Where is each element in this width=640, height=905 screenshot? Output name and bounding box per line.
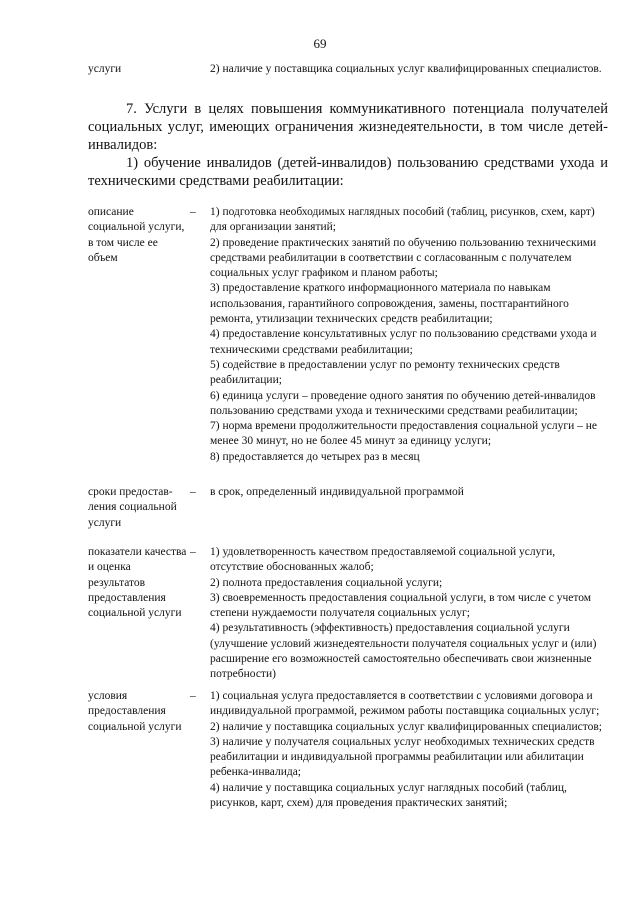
row-label: условия предоставления социальной услуги (88, 690, 182, 733)
list-item: 4) наличие у поставщика социальных услуг наглядных пособий (таблиц, рисунков, карт, схем) для проведения практических занятий; (210, 781, 567, 810)
list-item: 4) предоставление консультативных услуг по пользованию средствами ухода и техническими средствами реабилитации; (210, 328, 597, 356)
list-item: 2) проведение практических занятий по обучению пользованию техническими средствами реабилитации в соответствии с согласованным с получателем социальных услуг графиком и планом работы; (210, 236, 597, 280)
list-item: в срок, определенный индивидуальной программой (210, 486, 464, 498)
subsection-heading-text: 1) обучение инвалидов (детей-инвалидов) пользованию средствами ухода и техническими средствами реабилитации: (88, 155, 608, 189)
row-items (210, 689, 608, 811)
list-item: 3) предоставление краткого информационного материала по навыкам использования, гарантийного сопровождения, замены, постгарантийного ремонта, утилизации технических средств реабилитации; (210, 282, 569, 326)
row-dash: – (190, 486, 196, 498)
list-item: 2) наличие у поставщика социальных услуг квалифицированных специалистов; (210, 720, 602, 733)
list-item: 4) результативность (эффективность) предоставления социальной услуги (улучшение условий жизнедеятельности получателя социальных услуг и (или) расширение его возможностей самостоятельно обеспечивать свои жизненные потребности) (210, 622, 597, 681)
list-item: 3) наличие у получателя социальных услуг необходимых технических средств реабилитации и индивидуальной программы реабилитации или абилитации ребенка-инвалида; (210, 735, 595, 779)
list-item: 1) подготовка необходимых наглядных пособий (таблиц, рисунков, схем, карт) для организации занятий; (210, 206, 595, 234)
row-items (210, 485, 608, 500)
subsection-heading (88, 154, 608, 190)
row-label: показатели качества и оценка результатов предоставления социальной услуги (88, 546, 187, 620)
row-label: сроки предостав-ления социальной услуги (88, 486, 177, 529)
list-item: 7) норма времени продолжительности предоставления социальной услуги – не менее 30 минут, но не более 45 минут за единицу услуги; (210, 420, 598, 448)
section-heading (88, 100, 608, 154)
list-item: 3) своевременность предоставления социальной услуги, в том числе с учетом степени нуждаемости получателя социальных услуг; (210, 591, 592, 620)
row-items (210, 545, 608, 683)
list-item: 1) удовлетворенность качеством предоставляемой социальной услуги, отсутствие обоснованных жалоб; (210, 546, 556, 574)
list-item: 2) полнота предоставления социальной услуги; (210, 576, 443, 589)
list-item: 8) предоставляется до четырех раз в месяц (210, 450, 420, 463)
list-item: 2) наличие у поставщика социальных услуг квалифицированных специалистов. (210, 63, 602, 75)
section-heading-text: 7. Услуги в целях повышения коммуникативного потенциала получателей социальных услуг, имеющих ограничения жизнедеятельности, в том числе детей-инвалидов: (88, 101, 608, 153)
row-dash: – (190, 690, 196, 702)
list-item: 1) социальная услуга предоставляется в соответствии с условиями договора и индивидуальной программой, режимом работы поставщика социальных услуг; (210, 690, 600, 718)
row-label: услуги (88, 63, 122, 75)
page-number: 69 (313, 36, 327, 51)
row-label: описание социальной услуги, в том числе ее объем (88, 206, 185, 264)
row-dash: – (190, 206, 196, 218)
row-items (210, 62, 608, 77)
row-items (210, 205, 608, 465)
row-dash: – (190, 546, 196, 558)
list-item: 6) единица услуги – проведение одного занятия по обучению детей-инвалидов пользованию средствами ухода и техническими средствами реабилитации; (210, 389, 596, 417)
list-item: 5) содействие в предоставлении услуг по ремонту технических средств реабилитации; (210, 358, 560, 387)
